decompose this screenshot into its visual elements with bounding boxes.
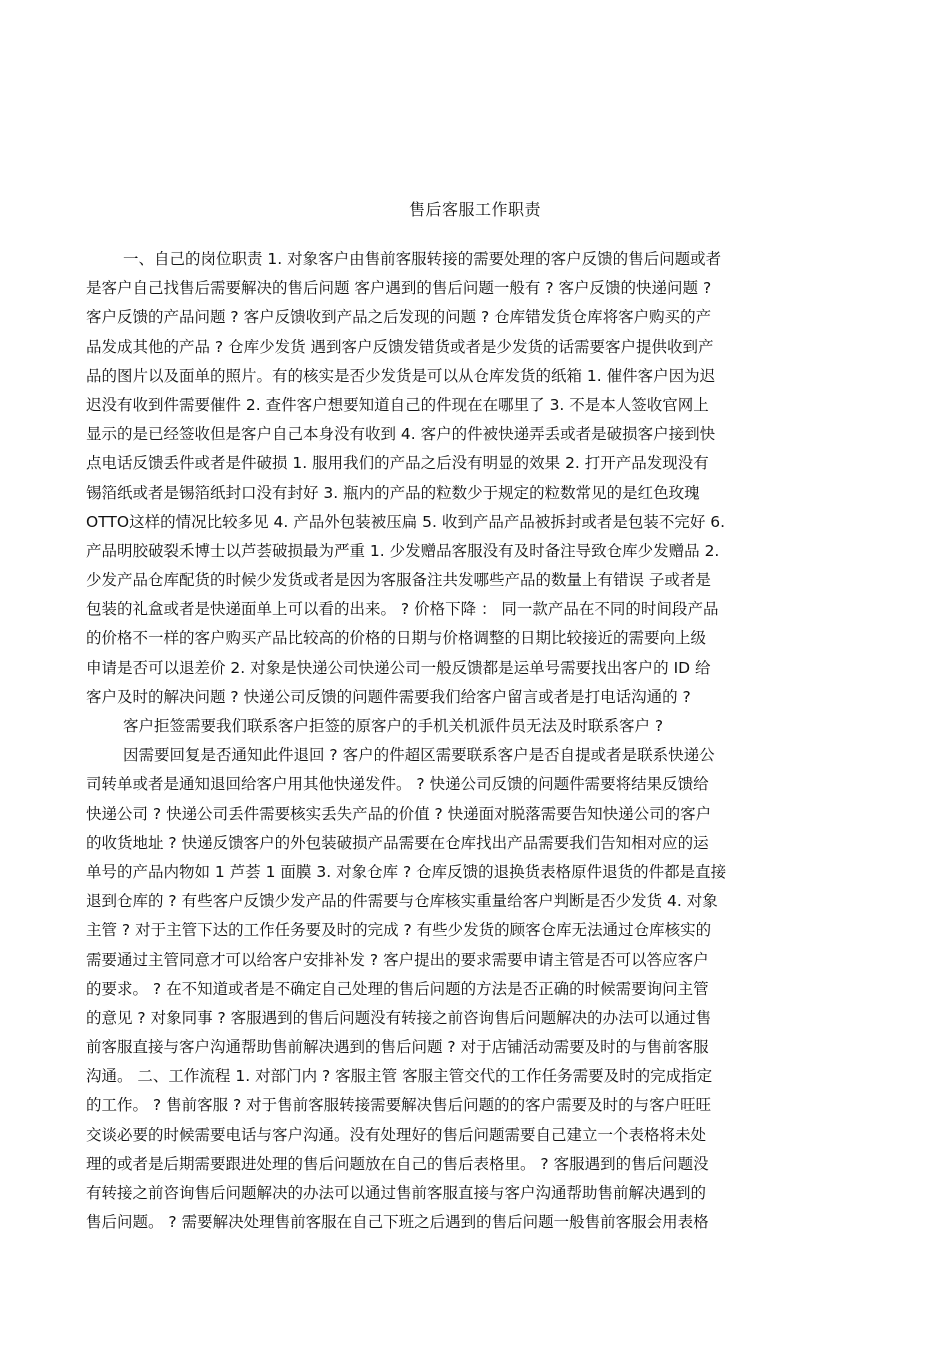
text-line: 的要求。 ? 在不知道或者是不确定自己处理的售后问题的方法是否正确的时候需要询问主管 [86,979,709,998]
text-line: 是客户自己找售后需要解决的售后问题 客户遇到的售后问题一般有 ? 客户反馈的快递问题 ? [86,279,712,298]
text-line: OTTO这样的情况比较多见 4. 产品外包装被压扁 5. 收到产品产品被拆封或者是包装不完好 6. [86,512,726,531]
text-line: 品的图片以及面单的照片。有的核实是否少发货是可以从仓库发货的纸箱 1. 催件客户因为迟 [86,366,716,385]
text-line: 售后问题。 ? 需要解决处理售前客服在自己下班之后遇到的售后问题一般售前客服会用表格 [86,1213,709,1232]
text-line: 客户反馈的产品问题 ? 客户反馈收到产品之后发现的问题 ? 仓库错发货仓库将客户购买的产 [86,308,712,327]
text-line: 司转单或者是通知退回给客户用其他快递发件。 ? 快递公司反馈的问题件需要将结果反馈给 [86,775,709,794]
text-line: 迟没有收到件需要催件 2. 查件客户想要知道自己的件现在在哪里了 3. 不是本人签收官网上 [86,395,709,414]
text-line: 交谈必要的时候需要电话与客户沟通。没有处理好的售后问题需要自己建立一个表格将未处 [86,1125,707,1144]
text-line: 锡箔纸或者是锡箔纸封口没有封好 3. 瓶内的产品的粒数少于规定的粒数常见的是红色玫瑰 [86,483,700,502]
text-line: 理的或者是后期需要跟进处理的售后问题放在自己的售后表格里。 ? 客服遇到的售后问题没 [86,1154,709,1173]
text-line: 申请是否可以退差价 2. 对象是快递公司快递公司一般反馈都是运单号需要找出客户的 ID 给 [86,658,711,677]
text-line: 品发成其他的产品 ? 仓库少发货 遇到客户反馈发错货或者是少发货的话需要客户提供收到产 [86,337,714,356]
text-line: 的收货地址 ? 快递反馈客户的外包装破损产品需要在仓库找出产品需要我们告知相对应的运 [86,833,709,852]
text-line: 需要通过主管同意才可以给客户安排补发 ? 客户提出的要求需要申请主管是否可以答应客户 [86,950,709,969]
text-line: 快递公司 ? 快递公司丢件需要核实丢失产品的价值 ? 快递面对脱落需要告知快递公司的客户 [86,804,712,823]
text-line: 的工作。 ? 售前客服 ? 对于售前客服转接需要解决售后问题的的客户需要及时的与客户旺旺 [86,1096,712,1115]
text-line: 退到仓库的 ? 有些客户反馈少发产品的件需要与仓库核实重量给客户判断是否少发货 4. 对象 [86,892,718,911]
text-line: 一、自己的岗位职责 1. 对象客户由售前客服转接的需要处理的客户反馈的售后问题或者 [123,250,722,268]
text-line: 主管 ? 对于主管下达的工作任务要及时的完成 ? 有些少发货的顾客仓库无法通过仓库核实的 [86,921,712,940]
text-line: 显示的是已经签收但是客户自己本身没有收到 4. 客户的件被快递弄丢或者是破损客户接到快 [86,425,716,444]
text-line: 单号的产品内物如 1 芦荟 1 面膜 3. 对象仓库 ? 仓库反馈的退换货表格原件退货的件都是直接 [86,862,727,881]
text-line: 因需要回复是否通知此件退回 ? 客户的件超区需要联系客户是否自提或者是联系快递公 [123,746,715,765]
text-line: 沟通。 二、工作流程 1. 对部门内 ? 客服主管 客服主管交代的工作任务需要及时的完成指定 [86,1067,713,1086]
text-line: 的意见 ? 对象同事 ? 客服遇到的售后问题没有转接之前咨询售后问题解决的办法可以通过售 [86,1008,712,1027]
text-line: 客户拒签需要我们联系客户拒签的原客户的手机关机派件员无法及时联系客户 ? [123,717,664,735]
text-line: 少发产品仓库配货的时候少发货或者是因为客服备注共发哪些产品的数量上有错误 子或者是 [86,571,711,590]
text-line: 前客服直接与客户沟通帮助售前解决遇到的售后问题 ? 对于店铺活动需要及时的与售前客服 [86,1038,709,1057]
text-line: 客户及时的解决问题 ? 快递公司反馈的问题件需要我们给客户留言或者是打电话沟通的 ? [86,687,691,706]
document-body [86,245,876,1237]
text-line: 有转接之前咨询售后问题解决的办法可以通过售前客服直接与客户沟通帮助售前解决遇到的 [86,1184,707,1202]
text-line: 产品明胶破裂禾博士以芦荟破损最为严重 1. 少发赠品客服没有及时备注导致仓库少发赠品 2. [86,541,720,560]
text-line: 包装的礼盒或者是快递面单上可以看的出来。 ? 价格下降 ： 同一款产品在不同的时间段产品 [86,600,719,619]
text-line: 点电话反馈丢件或者是件破损 1. 服用我们的产品之后没有明显的效果 2. 打开产品发现没有 [86,454,709,473]
document-title: 售后客服工作职责 [408,200,541,219]
text-line: 的价格不一样的客户购买产品比较高的价格的日期与价格调整的日期比较接近的需要向上级 [86,629,707,648]
